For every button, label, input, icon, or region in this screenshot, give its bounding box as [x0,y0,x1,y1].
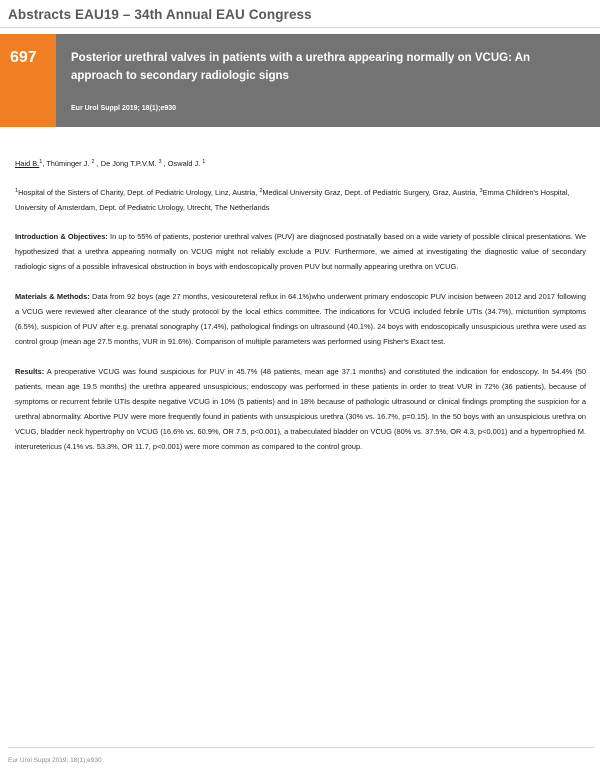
affiliation-text: Emma Children's Hospital, University of Amsterdam, Dept. of Pediatric Urology, Utrecht, The Netherlands [15,188,570,212]
author-name: Thüminger J. [46,159,90,168]
introduction-heading: Introduction & Objectives: [15,232,108,241]
results-section [15,364,586,454]
results-heading: Results: [15,367,45,376]
methods-text: Data from 92 boys (age 27 months, vesicoureteral reflux in 64.1%)who underwent primary endoscopic PUV incision between 2012 and 2017 following a VCUG were reviewed after clearance of the study protocol by the local ethics committee. The indications for VCUG included febrile UTIs (34.7%), micturition symptoms (6.5%), suspicion of PUV after e.g. prenatal sonography (17.4%), pathological findings on ultrasound (40.1%). 24 boys with endoscopically unsuspicious urethra were used as control group (mean age 27.5 months, VUR in 91.6%). Comparison of multiple parameters was performed using Fisher's Exact test. [15,292,586,346]
introduction-text: In up to 55% of patients, posterior urethral valves (PUV) are diagnosed postnatally based on a wide variety of possible clinical presentations. We hypothesized that a urethra appearing normally on VCUG might not reliably exclude a PUV. Furthermore, we aimed at investigating the diagnostic value of secondary radiologic signs of a possible infravesical obstruction in boys with endoscopically proven PUV but normally appearing urethra on VCUG. [15,232,586,271]
author-affiliation-number: 2 [91,159,95,165]
affiliation-text: Hospital of the Sisters of Charity, Dept. of Pediatric Urology, Linz, Austria, [18,188,260,197]
author-affiliation-number: 1 [39,159,43,165]
abstract-citation: Eur Urol Suppl 2019; 18(1);e930 [71,105,177,112]
journal-header-title: Abstracts EAU19 – 34th Annual EAU Congress [8,7,312,22]
methods-heading: Materials & Methods: [15,292,90,301]
introduction-section [15,229,586,274]
affiliation-number: 2 [259,188,263,194]
abstract-number: 697 [10,49,37,66]
author-separator: , [161,159,168,168]
author-affiliation-number: 3 [158,159,162,165]
abstract-number-badge [0,34,56,127]
footer-divider [8,747,594,748]
author-name: De Jong T.P.V.M. [100,159,157,168]
author-name: Oswald J. [167,159,201,168]
footer-citation: Eur Urol Suppl 2019; 18(1);e930 [8,757,102,764]
affiliation-number: 3 [479,188,483,194]
abstract-title-banner [0,34,600,127]
author-list [15,156,586,171]
journal-header [0,0,600,28]
affiliation-number: 1 [15,188,19,194]
abstract-title: Posterior urethral valves in patients with a urethra appearing normally on VCUG: An approach to secondary radiologic signs [71,52,531,82]
author-name: Haid B. [15,159,40,168]
methods-section [15,289,586,349]
affiliation-list [15,185,586,215]
author-affiliation-number: 1 [202,159,206,165]
author-separator: , [42,159,47,168]
abstract-body [15,156,586,469]
author-separator: , [94,159,101,168]
affiliation-text: Medical University Graz, Dept. of Pediatric Surgery, Graz, Austria, [262,188,480,197]
results-text: A preoperative VCUG was found suspicious for PUV in 45.7% (48 patients, mean age 37.1 months) and constituted the indication for endoscopy. In 54.4% (50 patients, mean age 19.5 months) the urethra appeared unsuspicious; endoscopy was performed in these patients in order to treat VUR in 72% (36 patients), because of symptoms or recurrent febrile UTIs despite negative VCUG in 10% (5 patients) and in 18% because of pathologic ultrasound or clinical findings prompting the suspicion for a urethral abnormality. Abortive PUV were more frequently found in patients with unsuspicious urethra (30% vs. 16.7%, p=0.15). In the 50 boys with an unsuspicious urethra on VCUG, bladder neck hypertrophy on VCUG (16.6% vs. 60.9%, OR 7.5, p<0.001), a trabeculated bladder on VCUG (80% vs. 37.5%, OR 4.3, p<0.001) and a hypertrophied M. interuretericus (4.1% vs. 53.3%, OR 11.7, p<0.001) were more common as compared to the control group. [15,367,586,451]
